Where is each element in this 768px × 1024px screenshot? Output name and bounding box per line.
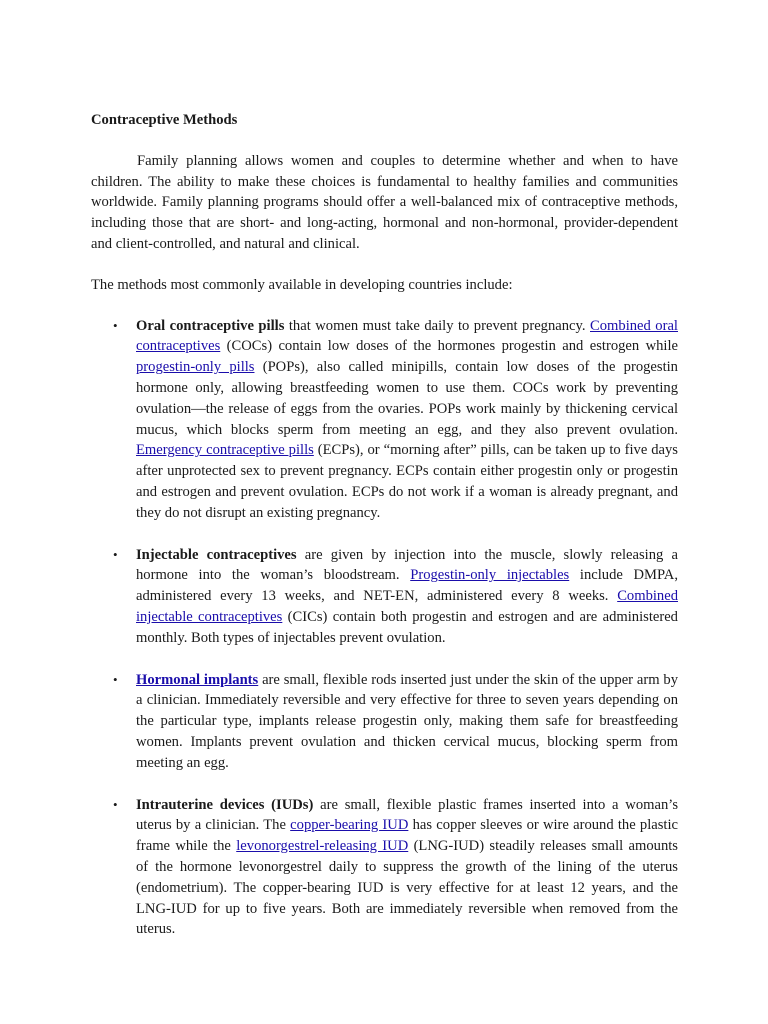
text-segment: (CICs) contain both progestin and estrogen and are administered monthly. Both types of injectables prevent ovulation. xyxy=(136,608,678,646)
text-segment: (COCs) contain low doses of the hormones progestin and estrogen while xyxy=(220,338,678,355)
term-iuds: Intrauterine devices (IUDs) xyxy=(136,796,314,813)
term-injectables: Injectable contraceptives xyxy=(136,546,297,563)
bullet-icon: • xyxy=(113,671,118,687)
list-item-implants xyxy=(91,670,678,774)
link-copper-bearing-iud[interactable]: copper-bearing IUD xyxy=(290,817,409,834)
list-item-oral-pills xyxy=(91,316,678,524)
link-progestin-only-injectables[interactable]: Progestin-only injectables xyxy=(410,567,570,584)
bullet-icon: • xyxy=(113,796,118,812)
bullet-icon: • xyxy=(113,317,118,333)
document-page xyxy=(91,110,678,961)
document-title: Contraceptive Methods xyxy=(91,112,238,128)
list-item-iuds xyxy=(91,795,678,941)
link-combined-oral-contraceptives[interactable]: Combined oral contraceptives xyxy=(136,317,678,355)
term-oral-pills: Oral contraceptive pills xyxy=(136,317,285,334)
text-segment: are small, flexible plastic frames inserted into a woman’s uterus by a clinician. The xyxy=(136,796,678,834)
text-segment: (POPs), also called minipills, contain low doses of the progestin hormone only, allowing breastfeeding women to use them. COCs work by preventing ovulation—the release of eggs from the ovaries. POPs work mainly by thickening cervical mucus, which blocks sperm from meeting an egg, and they also prevent ovulation. xyxy=(136,359,678,438)
list-item-injectables xyxy=(91,545,678,649)
intro-paragraph: Family planning allows women and couples to determine whether and when to have children. The ability to make these choices is fundamental to healthy families and communities worldwide. Family planning programs should offer a well-balanced mix of contraceptive methods, including those that are short- and long-acting, hormonal and non-hormonal, provider-dependent and client-controlled, and natural and clinical. xyxy=(91,152,678,252)
link-hormonal-implants[interactable]: Hormonal implants xyxy=(136,671,259,688)
text-segment: are given by injection into the muscle, slowly releasing a hormone into the woman’s bloodstream. xyxy=(136,546,678,584)
link-emergency-contraceptive-pills[interactable]: Emergency contraceptive pills xyxy=(136,442,314,459)
text-segment: (ECPs), or “morning after” pills, can be taken up to five days after unprotected sex to prevent pregnancy. ECPs contain either progestin only or progestin and estrogen and prevent ovulation. ECPs do not work if a woman is already pregnant, and they do not disrupt an existing pregnancy. xyxy=(136,442,678,521)
link-combined-injectable-contraceptives[interactable]: Combined injectable contraceptives xyxy=(136,588,678,625)
bullet-icon: • xyxy=(113,546,118,562)
text-segment: that women must take daily to prevent pregnancy. xyxy=(284,317,591,334)
link-levonorgestrel-releasing-iud[interactable]: levonorgestrel-releasing IUD xyxy=(236,838,409,855)
link-progestin-only-pills[interactable]: progestin-only pills xyxy=(136,359,255,376)
text-segment: include DMPA, administered every 13 weeks, and NET-EN, administered every 8 weeks. xyxy=(136,567,678,605)
text-segment: are small, flexible rods inserted just under the skin of the upper arm by a clinician. Immediately reversible and very effective for three to seven years depending on the particular type, implants release progestin only, making them safe for breastfeeding women. Implants prevent ovulation and thicken cervical mucus, blocking sperm from meeting an egg. xyxy=(136,671,679,771)
methods-list xyxy=(91,316,678,941)
text-segment: has copper sleeves or wire around the plastic frame while the xyxy=(136,817,678,855)
lead-paragraph: The methods most commonly available in developing countries include: xyxy=(91,276,513,293)
text-segment: (LNG-IUD) steadily releases small amounts of the hormone levonorgestrel daily to suppress the growth of the lining of the uterus (endometrium). The copper-bearing IUD is very effective for at least 12 years, and the LNG-IUD for up to five years. Both are immediately reversible when removed from the uterus. xyxy=(136,838,678,938)
